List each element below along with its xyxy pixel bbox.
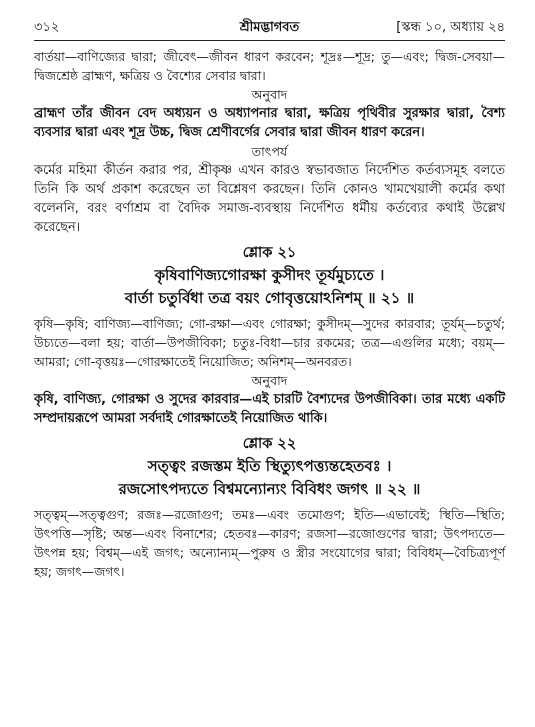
purport-heading: তাৎপর্য: [251, 144, 288, 159]
verse20-synonyms: বার্তয়া—বাণিজ্যের দ্বারা; জীবেৎ—জীবন ধারণ করবেন; শূদ্রঃ—শূদ্র; তু—এবং; দ্বিজ-সেবয়া—দ্বিজশ্রেষ্ঠ ব্রাহ্মণ, ক্ষত্রিয় ও বৈশ্যের সেবার দ্বারা।: [34, 49, 505, 83]
verse21-heading: শ্লোক ২১: [242, 245, 297, 261]
verse22-heading: শ্লোক ২২: [242, 436, 297, 452]
translation-heading: অনুবাদ: [251, 87, 288, 102]
verse21-translation: কৃষি, বাণিজ্য, গোরক্ষা ও সুদের কারবার—এই চারটি বৈশ্যদের উপজীবিকা। তার মধ্যে একটি সম্প্রদায়রূপে আমরা সর্বদাই গোরক্ষাতেই নিয়োজিত থাকি।: [34, 392, 505, 426]
verse21-synonyms: কৃষি—কৃষি; বাণিজ্য—বাণিজ্য; গো-রক্ষা—এবং গোরক্ষা; কুসীদম্—সুদের কারবার; তূর্যম্—চতুর্থ; উচ্যতে—বলা হয়; বার্তা—উপজীবিকা; চতুঃ-বিধা—চার রকমের; তত্র—এগুলির মধ্যে; বয়ম্—আমরা; গো-বৃত্তয়ঃ—গোরক্ষাতেই নিয়োজিত; অনিশম্—অনবরত।: [34, 316, 505, 369]
verse22-line-1: সত্ত্বং রজস্তম ইতি স্থিত্যুৎপত্ত্যন্তহেতবঃ ।: [147, 457, 392, 475]
translation-heading: অনুবাদ: [251, 373, 288, 388]
running-title: শ্রীমদ্ভাগবত: [239, 20, 300, 35]
verse20-translation: ব্রাহ্মণ তাঁর জীবন বেদ অধ্যয়ন ও অধ্যাপনার দ্বারা, ক্ষত্রিয় পৃথিবীর সুরক্ষার দ্বারা, বৈশ্য ব্যবসার দ্বারা এবং শূদ্র উচ্চ, দ্বিজ শ্রেণীবর্গের সেবার দ্বারা জীবন ধারণ করেন।: [34, 106, 505, 140]
verse20-purport: কর্মের মহিমা কীর্তন করার পর, শ্রীকৃষ্ণ এখন কারও স্বভাবজাত নির্দেশিত কর্তব্যসমূহ বলতে তিনি কি অর্থ প্রকাশ করেছেন তা বিশ্লেষণ করছেন। তিনি কোনও খামখেয়ালী কর্মের কথা বলেননি, বরং বর্ণাশ্রম বা বৈদিক সমাজ-ব্যবস্থায় নির্দেশিত ধর্মীয় কর্তব্যের কথাই উল্লেখ করেছেন।: [34, 163, 505, 235]
verse22-synonyms: সত্ত্বম্—সত্ত্বগুণ; রজঃ—রজোগুণ; তমঃ—এবং তমোগুণ; ইতি—এভাবেই; স্থিতি—স্থিতি; উৎপত্তি—সৃষ্টি; অন্ত—এবং বিনাশের; হেতবঃ—কারণ; রজসা—রজোগুণের দ্বারা; উৎপদ্যতে—উৎপন্ন হয়; বিশ্বম্—এই জগৎ; অন্যোন্যম্—পুরুষ ও স্ত্রীর সংযোগের দ্বারা; বিবিধম্—বৈচিত্র্যপূর্ণ হয়; জগৎ—জগৎ।: [34, 507, 505, 579]
header-rule: [34, 40, 505, 41]
verse21-line-2: বার্তা চতুর্বিধা তত্র বয়ং গোবৃত্তয়োঽনিশম্ ॥ ২১ ॥: [124, 289, 415, 307]
section-reference: [স্কন্ধ ১০, অধ্যায় ২৪: [396, 20, 505, 35]
verse21-line-1: কৃষিবাণিজ্যগোরক্ষা কুসীদং তূর্যমুচ্যতে ।: [154, 266, 385, 284]
verse22-line-2: রজসোৎপদ্যতে বিশ্বমন্যোন্যং বিবিধং জগৎ ॥ ২২ ॥: [118, 480, 421, 498]
page-number: ৩১২: [34, 20, 60, 35]
page-header: [34, 16, 505, 38]
